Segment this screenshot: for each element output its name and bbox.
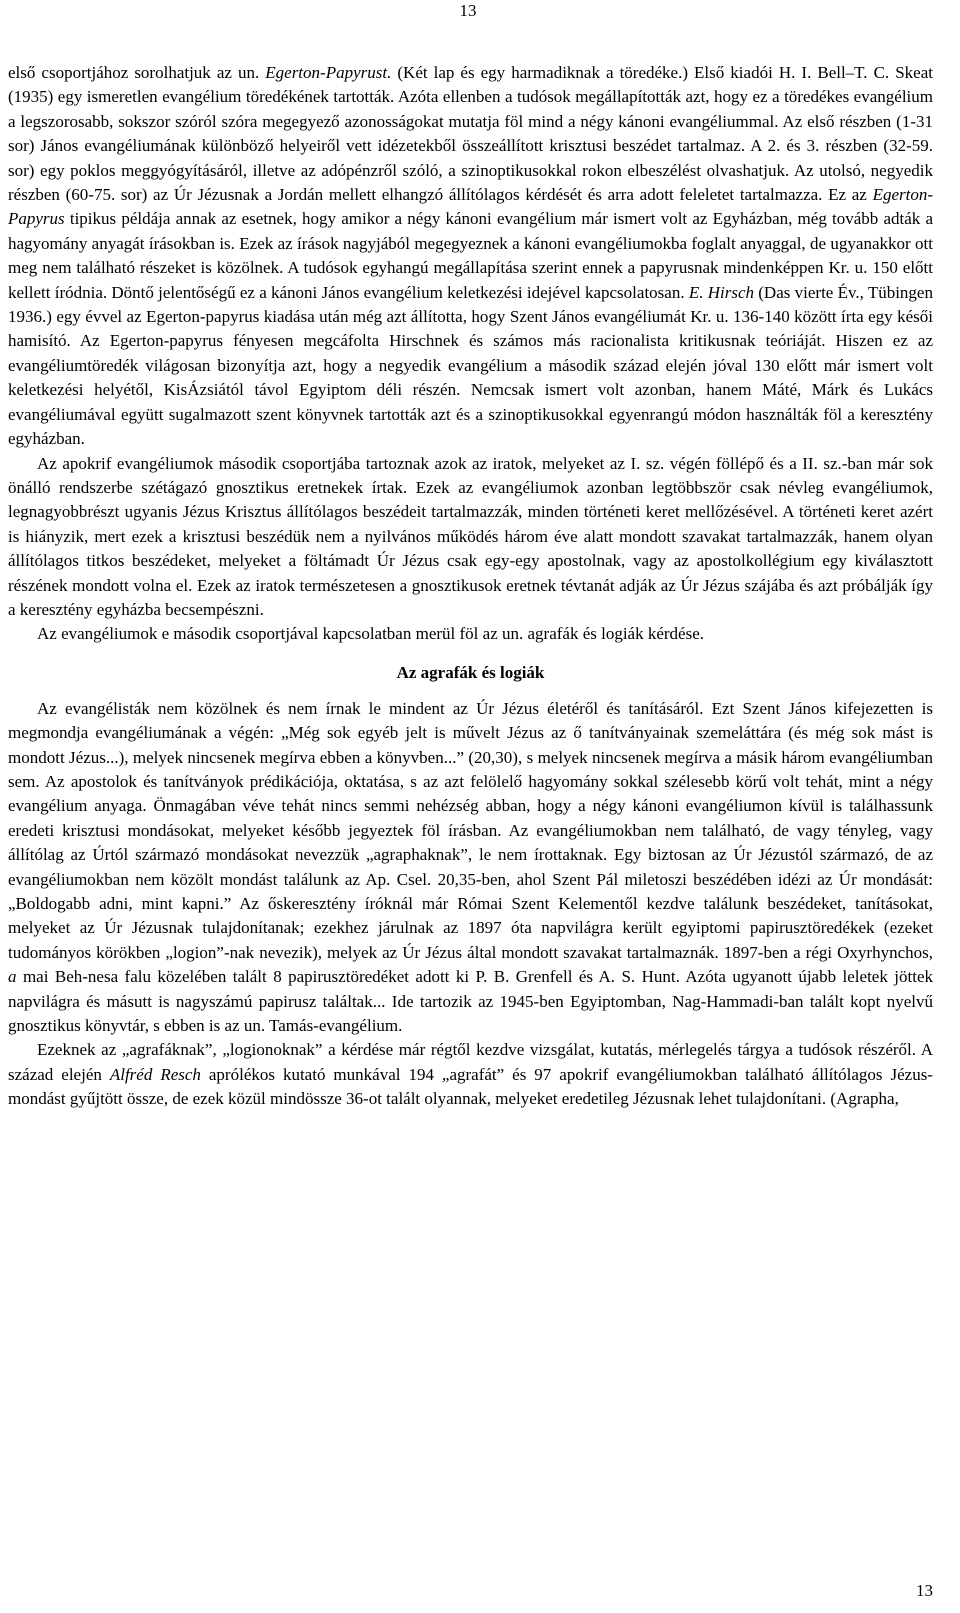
text-run: (Das vierte Év., Tübingen 1936.) egy évvel az Egerton-papyrus kiadása után még azt állította, hogy Szent János evangéliumát Kr. u. 136-140 között írta egy késői hamisító. Az Egerton-papyrus fényesen megcáfolta Hirschnek és számos más racionalista kritikusnak teóriáját. Hiszen ez az evangéliumtöredék világosan bizonyítja azt, hogy a negyedik evangélium a második század elején jóval 130 előtt már ismert volt keletkezési helyétől, KisÁzsiától távol Egyiptom déli részén. Nemcsak ismert volt azonban, hanem Máté, Márk és Lukács evangéliumával együtt sugalmazott szent könyvnek tartották azt és a szinoptikusokkal egyenrangú módon használták föl a keresztény egyházban. — [8, 282, 933, 449]
italic-text: Alfréd Resch — [109, 1064, 201, 1084]
paragraph — [8, 61, 933, 452]
document-body — [8, 61, 933, 1112]
section-agrafak-logiak — [8, 697, 933, 1112]
text-run: tipikus példája annak az esetnek, hogy amikor a négy kánoni evangélium már ismert volt az Egyházban, még tovább adták a hagyomány anyagát írásokban is. Ezek az írások nagyjából megegyeznek a kánoni evangéliumokba foglalt anyaggal, de ugyanakkor ott meg nem található részeket is közölnek. A tudósok egyhangú megállapítása szerint ennek a papyrusnak mindenképpen Kr. u. 150 előtt kellett íródnia. Döntő jelentőségű ez a kánoni János evangélium keletkezési idejével kapcsolatosan. — [8, 209, 933, 302]
paragraph — [8, 622, 933, 646]
page-number-bottom: 13 — [916, 1581, 933, 1600]
italic-text: E. Hirsch — [688, 282, 755, 302]
text-run: aprólékos kutató munkával 194 „agrafát” és 97 apokrif evangéliumokban található állítólagos Jézus-mondást gyűjtött össze, de ezek közül mindössze 36-ot talált olyannak, melyeket eredetileg Jézusnak lehet tulajdonítani. (Agrapha, — [8, 1064, 933, 1109]
text-run: Az evangéliumok e második csoportjával kapcsolatban merül föl az un. agrafák és logiák kérdése. — [37, 624, 705, 644]
page-number-top: 13 — [459, 1, 477, 20]
italic-text: a — [8, 967, 17, 987]
paragraph — [8, 1038, 933, 1111]
text-run: (Két lap és egy harmadiknak a töredéke.) Első kiadói H. I. Bell–T. C. Skeat (1935) egy ismeretlen evangélium töredékének tartották. Azóta ellenben a tudósok megállapították azt, hogy ez a töredékes evangélium a legszorosabb, sokszor szóról szóra megegyező azonosságokat mutatja föl mind a négy kánoni evangéliummal. Az első részben (1-31 sor) János evangéliumának különböző helyeiről vett idézetekből összeállított krisztusi beszédet tartalmaz. A 2. és 3. részben (32-59. sor) egy poklos meggyógyításáról, illetve az adópénzről szóló, a szinoptikusokkal rokon elbeszélést olvashatjuk. Az utolsó, negyedik részben (60-75. sor) az Úr Jézusnak a Jordán mellett elhangzó állítólagos kérdését és arra adott feleletet tartalmazza. Ez az — [8, 63, 933, 205]
italic-text: Egerton-Papyrust. — [265, 63, 392, 82]
text-run: első csoportjához sorolhatjuk az un. — [8, 63, 266, 82]
section-egerton-papyrus — [8, 61, 933, 647]
text-run: Ezeknek az „agrafáknak”, „logionoknak” a kérdése már régtől kezdve vizsgálat, kutatás, mérlegelés tárgya a tudósok részéről. A század elején — [8, 1040, 933, 1084]
italic-text: Egerton-Papyrus — [8, 185, 933, 229]
text-run: Az evangélisták nem közölnek és nem írnak le mindent az Úr Jézus életéről és tanításáról. Ezt Szent János kifejezetten is megmondja evangéliumának a végén: „Még sok egyéb jelt is művelt Jézus az ő tanítványainak szemeláttára (és még sok mást is mondott Jézus...), melyek nincsenek megírva ebben a könyvben...” (20,30), s melyek nincsenek megírva a másik három evangéliumban sem. Az apostolok és tanítványok prédikációja, oktatása, s az azt felölelő hagyomány sokkal szélesebb körű volt tehát, mint a négy evangélium anyaga. Önmagában véve tehát nincs semmi nehézség abban, hogy a négy kánoni evangéliumon kívül is találhassunk eredeti krisztusi mondásokat, melyeket később jegyeztek föl írásban. Az evangéliumokban nem található, de vagy tényleg, vagy állítólag az Úrtól származó mondásokat nevezzük „agraphaknak”, le nem írottaknak. Egy biztosan az Úr Jézustól származó, de az evangéliumokban nem közölt mondást találunk az Ap. Csel. 20,35-ben, ahol Szent Pál miletoszi beszédében idézi az Úr mondását: „Boldogabb adni, mint kapni.” Az őskeresztény íróknál már Római Szent Kelementől kezdve találunk beszédeket, tanításokat, melyeket az Úr Jézusnak tulajdonítanak; ezekhez járulnak az 1897 óta napvilágra került egyiptomi papirusztöredékek (ezeket tudományos körökben „logion”-nak nevezik), melyek az Úr Jézus által mondott szavakat tartalmaznák. 1897-ben a régi Oxyrhynchos, — [8, 698, 933, 962]
section-heading: Az agrafák és logiák — [396, 662, 545, 682]
paragraph — [8, 452, 933, 623]
text-run: Az apokrif evangéliumok második csoportjába tartoznak azok az iratok, melyeket az I. sz. végén föllépő és a II. sz.-ban már sok önálló rendszerbe szétágazó gnosztikus eretnekek írtak. Ezek az evangéliumok azonban legtöbbször csak névleg evangéliumok, legnagyobbrészt ugyanis Jézus Krisztus állítólagos beszédeit tartalmazzák, minden történeti keret mellőzésével. A történeti keret azért is hiányzik, mert ezek a krisztusi beszédük nem a nyilvános működés három éve alatt mondott szavakat tartalmazzák, hanem olyan állítólagos titkos beszédeket, melyeket a föltámadt Úr Jézus csak egy-egy apostolnak, vagy az apostolkollégium egy kiválasztott részének mondott volna el. Ezek az iratok természetesen a gnosztikusok eretnek tévtanát adják az Úr Jézus szájába és azt próbálják így a keresztény egyházba becsempészni. — [8, 453, 933, 619]
text-run: mai Beh-nesa falu közelében talált 8 papirusztöredéket adott ki P. B. Grenfell és A. S. Hunt. Azóta ugyanott újabb leletek jöttek napvilágra és másutt is nagyszámú papirusz találtak... Ide tartozik az 1945-ben Egyiptomban, Nag-Hammadi-ban talált kopt nyelvű gnosztikus könyvtár, s ebben is az un. Tamás-evangélium. — [8, 967, 933, 1036]
paragraph — [8, 697, 933, 1039]
